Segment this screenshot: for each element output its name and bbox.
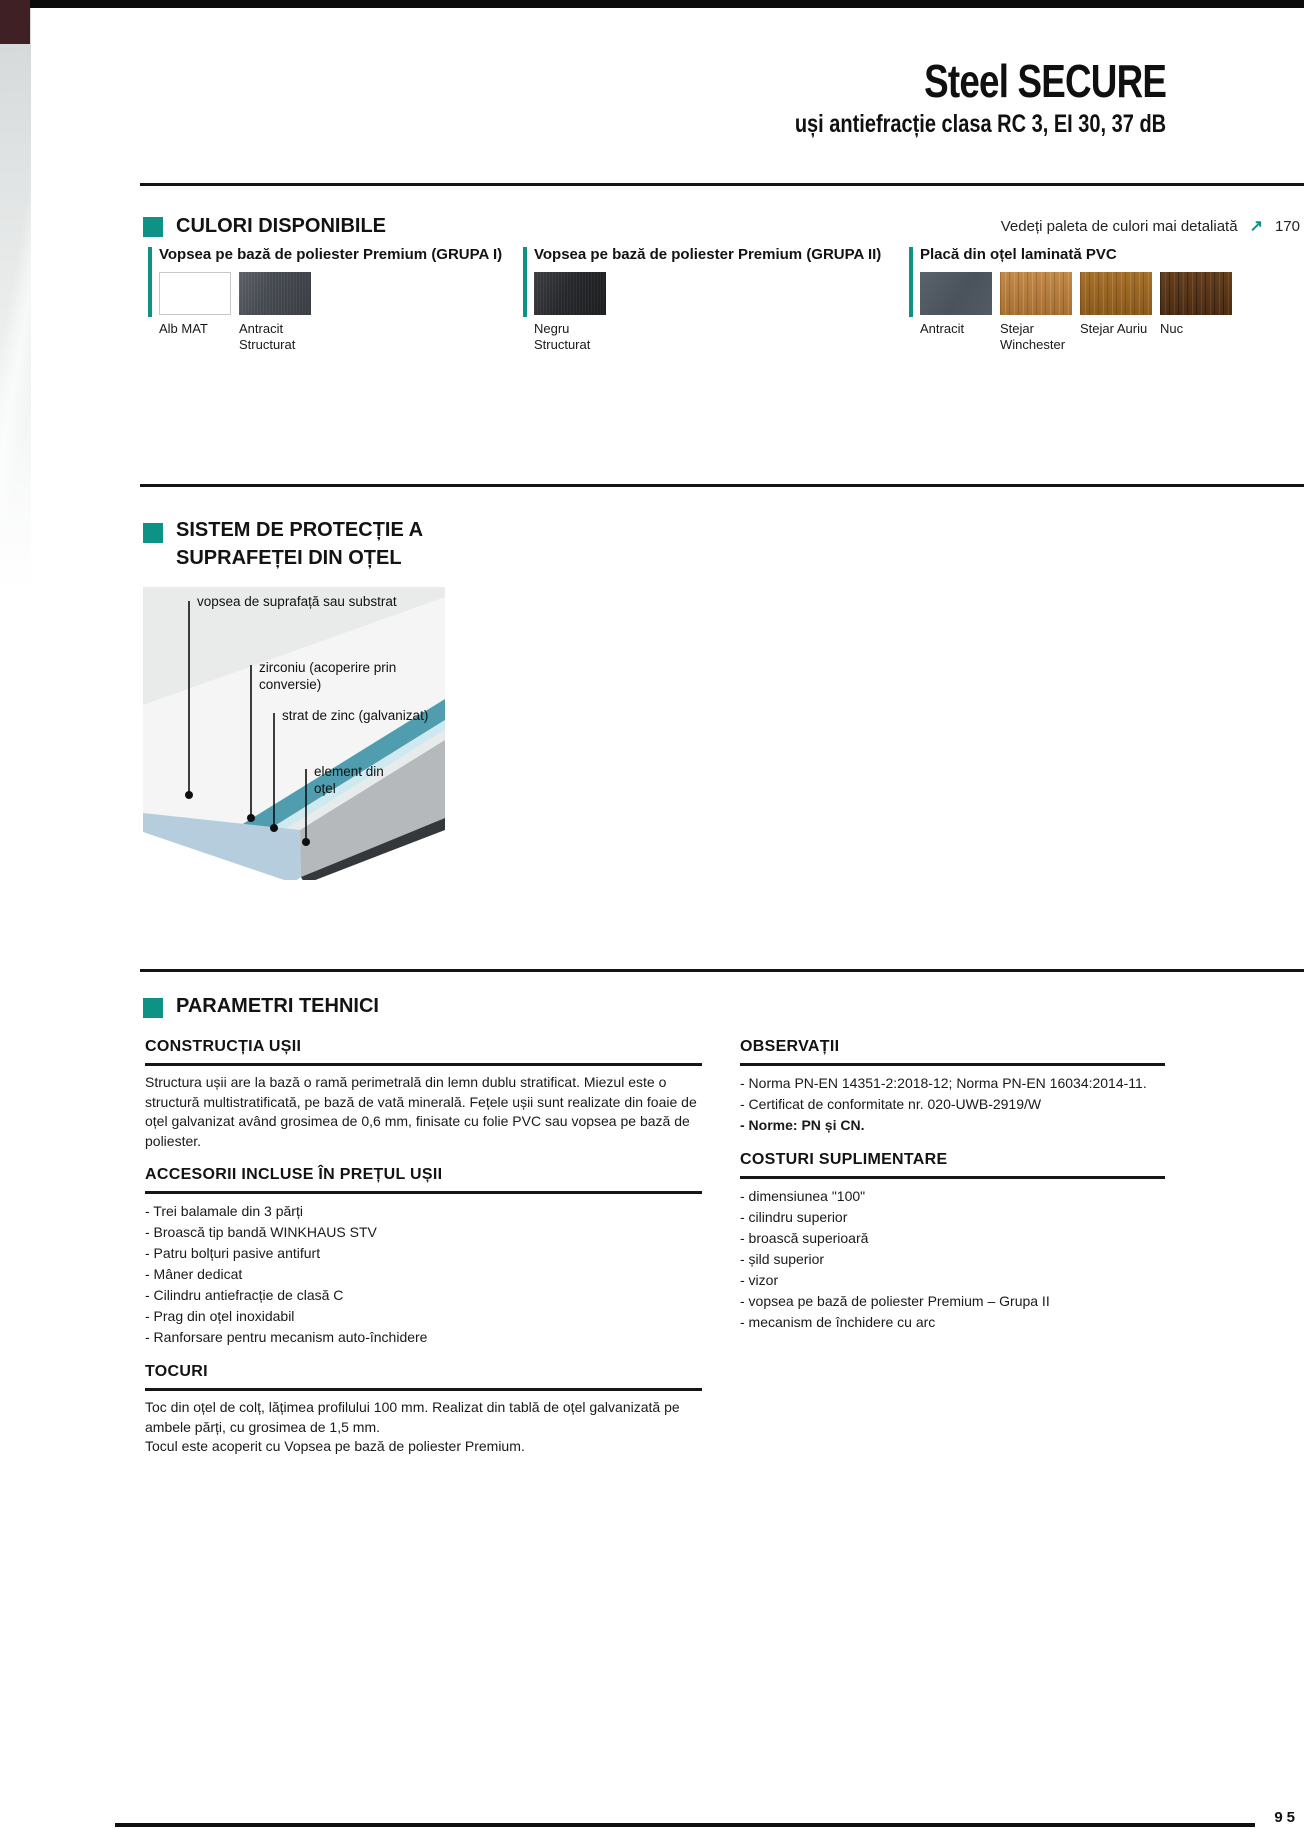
- palette-link-label[interactable]: Vedeți paleta de culori mai detaliată: [1000, 218, 1238, 235]
- section-marker-icon: [143, 217, 163, 237]
- observations-list: [740, 1073, 1165, 1136]
- swatch-item: [1080, 272, 1152, 353]
- extra-costs-title: COSTURI SUPLIMENTARE: [740, 1151, 1165, 1179]
- palette-link-page-ref[interactable]: 170: [1274, 218, 1300, 235]
- list-item: - vizor: [740, 1272, 779, 1288]
- footer-rule: [115, 1823, 1255, 1827]
- extra-costs-block: [740, 1151, 1165, 1333]
- list-item: - Mâner dedicat: [145, 1266, 243, 1282]
- color-swatch-antracit: [920, 272, 992, 315]
- list-item: - Ranforsare pentru mecanism auto-închidere: [145, 1329, 428, 1345]
- divider: [140, 183, 1304, 186]
- accessories-block: [145, 1166, 702, 1348]
- swatch-label: Alb MAT: [159, 321, 208, 336]
- construction-title: CONSTRUCȚIA UȘII: [145, 1038, 702, 1066]
- list-item: - vopsea pe bază de poliester Premium – Grupa II: [740, 1293, 1050, 1309]
- list-item: - mecanism de închidere cu arc: [740, 1314, 936, 1330]
- frames-paragraph-1: Toc din oțel de colț, lățimea profilului 100 mm. Realizat din tablă de oțel galvanizată pe ambele părți, cu grosimea de 1,5 mm.: [145, 1399, 680, 1435]
- page-title: Steel SECURE: [924, 55, 1166, 107]
- list-item: - Norme: PN și CN.: [740, 1117, 865, 1133]
- list-item: - Broască tip bandă WINKHAUS STV: [145, 1224, 377, 1240]
- list-item: - Prag din oțel inoxidabil: [145, 1308, 295, 1324]
- swatch-item: [920, 272, 992, 353]
- divider: [140, 484, 1304, 487]
- color-group-pvc: [909, 246, 1232, 353]
- list-item: - dimensiunea "100": [740, 1188, 866, 1204]
- page-subtitle: uși antiefracție clasa RC 3, EI 30, 37 dB: [794, 110, 1166, 138]
- frames-text: [145, 1398, 702, 1457]
- color-group-title: Placă din oțel laminată PVC: [920, 246, 1117, 263]
- observations-title: OBSERVAȚII: [740, 1038, 1165, 1066]
- section-marker-icon: [143, 523, 163, 543]
- tech-left-column: [145, 1038, 702, 1457]
- steel-protection-diagram: [143, 587, 445, 880]
- color-swatch-stejar-winchester: [1000, 272, 1072, 315]
- list-item: - șild superior: [740, 1251, 825, 1267]
- layer-label-zirconium: zirconiu (acoperire prin conversie): [259, 660, 397, 692]
- list-item: - Norma PN-EN 14351-2:2018-12; Norma PN-EN 16034:2014-11.: [740, 1075, 1147, 1091]
- accessories-title: ACCESORII INCLUSE ÎN PREȚUL UȘII: [145, 1166, 702, 1194]
- divider: [140, 969, 1304, 972]
- observations-block: [740, 1038, 1165, 1136]
- swatch-label: Antracit Structurat: [239, 321, 296, 352]
- swatch-item: [159, 272, 231, 353]
- external-arrow-icon[interactable]: ↗: [1249, 217, 1263, 235]
- color-swatch-negru-structurat: [534, 272, 606, 315]
- list-item: - Cilindru antiefracție de clasă C: [145, 1287, 344, 1303]
- swatch-label: Negru Structurat: [534, 321, 591, 352]
- color-swatch-alb-mat: [159, 272, 231, 315]
- color-group-premium-1: [148, 246, 502, 353]
- accessories-list: [145, 1201, 702, 1348]
- color-group-title: Vopsea pe bază de poliester Premium (GRUPA I): [159, 246, 503, 263]
- layer-label-steel: element din oțel: [314, 764, 384, 796]
- layers-illustration: [143, 587, 445, 880]
- color-swatch-stejar-auriu: [1080, 272, 1152, 315]
- tech-right-column: [740, 1038, 1165, 1333]
- section-marker-icon: [143, 998, 163, 1018]
- construction-block: [145, 1038, 702, 1151]
- color-group-premium-2: [523, 246, 881, 353]
- frames-paragraph-2: Tocul este acoperit cu Vopsea pe bază de poliester Premium.: [145, 1438, 525, 1454]
- tech-section-heading: PARAMETRI TEHNICI: [176, 995, 379, 1017]
- page-number: 95: [1274, 1809, 1299, 1826]
- top-bar: [0, 0, 1304, 8]
- protection-heading-line2: SUPRAFEȚEI DIN OȚEL: [176, 547, 402, 569]
- corner-accent-square: [0, 0, 30, 44]
- color-swatch-antracit-structurat: [239, 272, 311, 315]
- list-item: - Patru bolțuri pasive antifurt: [145, 1245, 321, 1261]
- list-item: - broască superioară: [740, 1230, 869, 1246]
- frames-block: [145, 1363, 702, 1457]
- protection-heading-line1: SISTEM DE PROTECȚIE A: [176, 519, 424, 541]
- list-item: - Certificat de conformitate nr. 020-UWB-2919/W: [740, 1096, 1042, 1112]
- page-header: [795, 56, 1166, 139]
- swatch-label: Nuc: [1160, 321, 1184, 336]
- list-item: - Trei balamale din 3 părți: [145, 1203, 303, 1219]
- color-group-title: Vopsea pe bază de poliester Premium (GRUPA II): [534, 246, 882, 263]
- frames-title: TOCURI: [145, 1363, 702, 1391]
- swatch-item: [534, 272, 606, 353]
- swatch-label: Antracit: [920, 321, 965, 336]
- color-swatch-nuc: [1160, 272, 1232, 315]
- palette-link[interactable]: [1001, 218, 1300, 235]
- swatch-item: [1000, 272, 1072, 353]
- layer-label-paint: vopsea de suprafață sau substrat: [197, 594, 397, 609]
- extra-costs-list: [740, 1186, 1165, 1333]
- swatch-item: [239, 272, 311, 353]
- left-edge-strip: [0, 8, 31, 590]
- protection-section-heading: [176, 516, 423, 572]
- list-item: - cilindru superior: [740, 1209, 848, 1225]
- swatch-label: Stejar Auriu: [1080, 321, 1148, 336]
- colors-section-heading: CULORI DISPONIBILE: [176, 215, 387, 237]
- layer-label-zinc: strat de zinc (galvanizat): [282, 708, 429, 723]
- swatch-label: Stejar Winchester: [1000, 321, 1066, 352]
- construction-text: Structura ușii are la bază o ramă perimetrală din lemn dublu stratificat. Miezul este o structură multistratificată, pe bază de vată minerală. Fețele ușii sunt realizate din foaie de oțel galvanizat având grosimea de 0,6 mm, finisate cu folie PVC sau vopsea pe bază de poliester.: [145, 1074, 697, 1149]
- swatch-item: [1160, 272, 1232, 353]
